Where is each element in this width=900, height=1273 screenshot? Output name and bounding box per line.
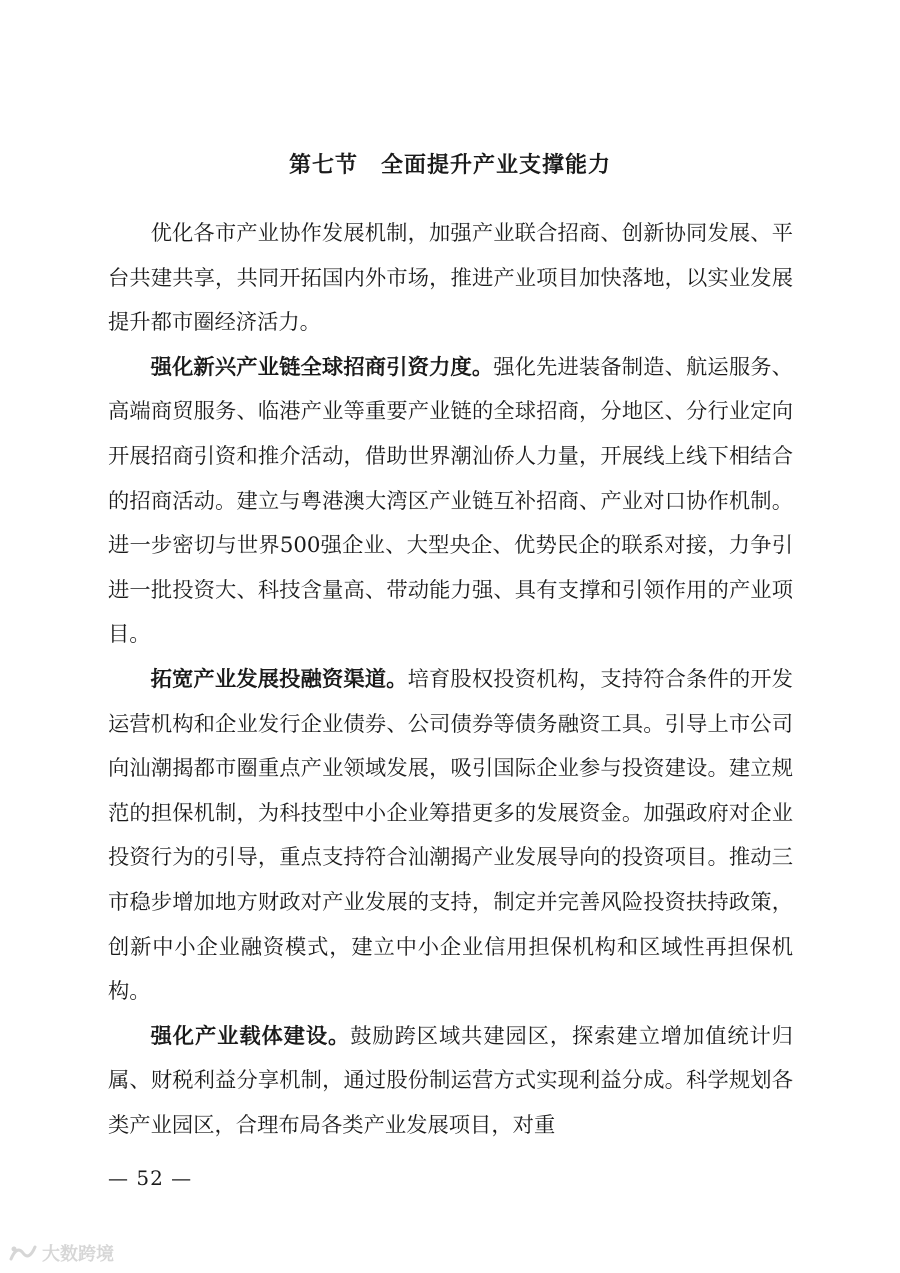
watermark-text: 大数跨境: [42, 1244, 114, 1265]
paragraph-text: 培育股权投资机构，支持符合条件的开发运营机构和企业发行企业债券、公司债券等债务融资工具。引导上市公司向汕潮揭都市圈重点产业领域发展，吸引国际企业参与投资建设。建立规范的担保机制，为科技型中小企业筹措更多的发展资金。加强政府对企业投资行为的引导，重点支持符合汕潮揭产业发展导向的投资项目。推动三市稳步增加地方财政对产业发展的支持，制定并完善风险投资扶持政策，创新中小企业融资模式，建立中小企业信用担保机构和区域性再担保机构。: [108, 666, 793, 1005]
page-number: — 52 —: [108, 1166, 193, 1190]
section-title: 第七节 全面提升产业支撑能力: [288, 153, 611, 178]
watermark: [8, 1240, 114, 1266]
paragraph-global-investment: [108, 346, 793, 658]
paragraph-financing-channels: [108, 658, 793, 1015]
paragraph-lead: 强化产业载体建设。: [150, 1023, 351, 1049]
paragraph-text: 优化各市产业协作发展机制，加强产业联合招商、创新协同发展、平台共建共享，共同开拓国内外市场，推进产业项目加快落地，以实业发展提升都市圈经济活力。: [108, 221, 793, 336]
paragraph-lead: 强化新兴产业链全球招商引资力度。: [150, 354, 494, 380]
paragraph-lead: 拓宽产业发展投融资渠道。: [150, 666, 408, 692]
paragraph-industrial-carriers: [108, 1015, 793, 1149]
paragraph-text: 鼓励跨区域共建园区，探索建立增加值统计归属、财税利益分享机制，通过股份制运营方式实现利益分成。科学规划各类产业园区，合理布局各类产业发展项目，对重: [108, 1023, 793, 1138]
body-text: [108, 212, 793, 1148]
paragraph-text: 强化先进装备制造、航运服务、高端商贸服务、临港产业等重要产业链的全球招商，分地区、分行业定向开展招商引资和推介活动，借助世界潮汕侨人力量，开展线上线下相结合的招商活动。建立与粤港澳大湾区产业链互补招商、产业对口协作机制。进一步密切与世界500强企业、大型央企、优势民企的联系对接，力争引进一批投资大、科技含量高、带动能力强、具有支撑和引领作用的产业项目。: [108, 354, 793, 648]
watermark-logo-icon: [8, 1243, 38, 1263]
paragraph-intro: [108, 212, 793, 346]
